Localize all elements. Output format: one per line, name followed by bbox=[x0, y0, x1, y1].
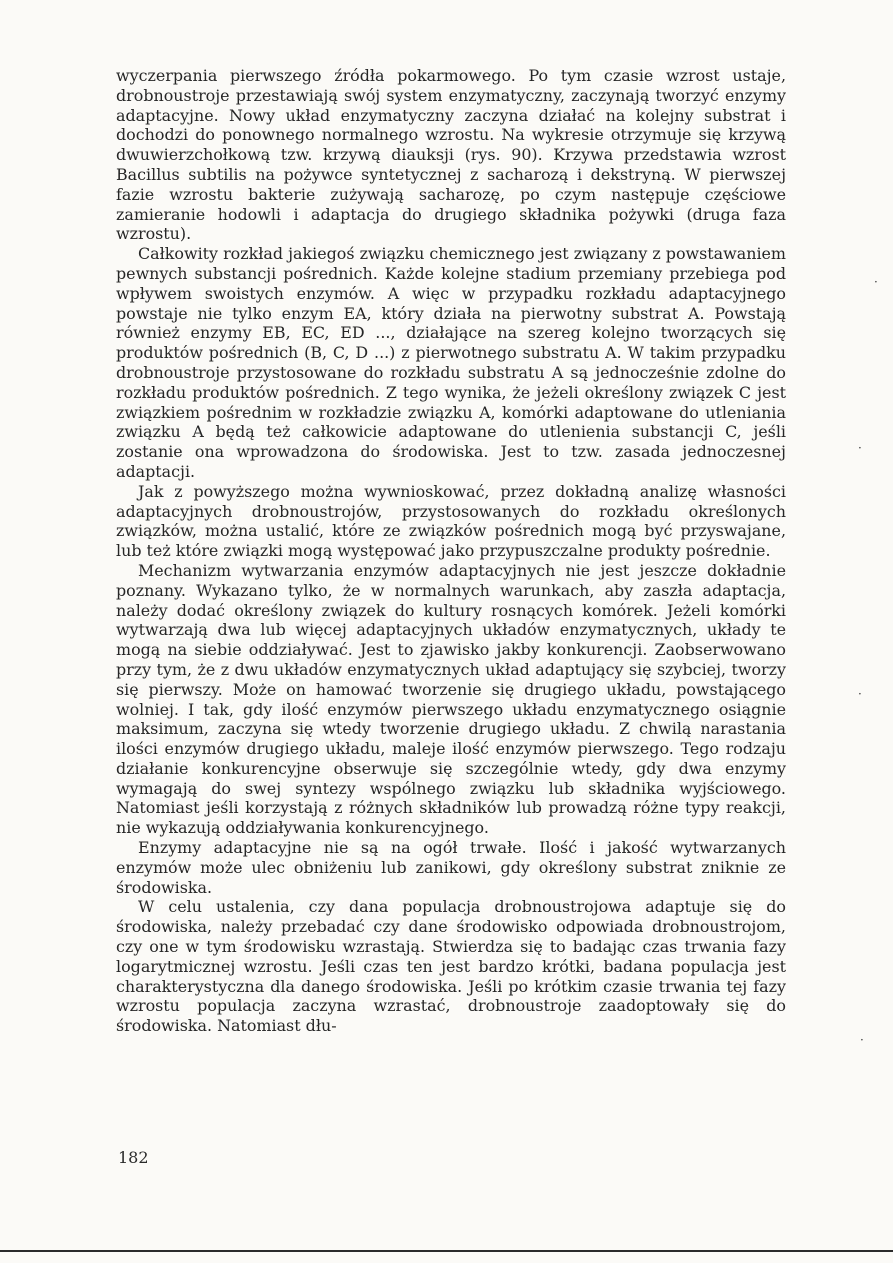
body-text bbox=[116, 66, 786, 1036]
paragraph: Mechanizm wytwarzania enzymów adaptacyjnych nie jest jeszcze dokładnie poznany. Wykazano tylko, że w normalnych warunkach, aby zaszła adaptacja, należy dodać określony związek do kultury rosnących komórek. Jeżeli komórki wytwarzają dwa lub więcej adaptacyjnych układów enzymatycznych, układy te mogą na siebie oddziaływać. Jest to zjawisko jakby konkurencji. Zaobserwowano przy tym, że z dwu układów enzymatycznych układ adaptujący się szybciej, tworzy się pierwszy. Może on hamować tworzenie się drugiego układu, powstającego wolniej. I tak, gdy ilość enzymów pierwszego układu enzymatycznego osiągnie maksimum, zaczyna się wtedy tworzenie drugiego układu. Z chwilą narastania ilości enzymów drugiego układu, maleje ilość enzymów pierwszego. Tego rodzaju działanie konkurencyjne obserwuje się szczególnie wtedy, gdy dwa enzymy wymagają do swej syntezy wspólnego związku lub składnika wyjściowego. Natomiast jeśli korzystają z różnych składników lub prowadzą różne typy reakcji, nie wykazują oddziaływania konkurencyjnego. bbox=[116, 560, 786, 838]
paragraph: wyczerpania pierwszego źródła pokarmowego. Po tym czasie wzrost ustaje, drobnoustroje przestawiają swój system enzymatyczny, zaczynają tworzyć enzymy adaptacyjne. Nowy układ enzymatyczny zaczyna działać na kolejny substrat i dochodzi do ponownego normalnego wzrostu. Na wykresie otrzymuje się krzywą dwuwierzchołkową tzw. krzywą diauksji (rys. 90). Krzywa przedstawia wzrost Bacillus subtilis na pożywce syntetycznej z sacharozą i dekstryną. W pierwszej fazie wzrostu bakterie zużywają sacharozę, po czym następuje częściowe zamieranie hodowli i adaptacja do drugiego składnika pożywki (druga faza wzrostu). bbox=[116, 66, 786, 244]
scan-speck: · bbox=[860, 1033, 864, 1047]
paragraph: Całkowity rozkład jakiegoś związku chemicznego jest związany z powstawaniem pewnych substancji pośrednich. Każde kolejne stadium przemiany przebiega pod wpływem swoistych enzymów. A więc w przypadku rozkładu adaptacyjnego powstaje nie tylko enzym EA, który działa na pierwotny substrat A. Powstają również enzymy EB, EC, ED ..., działające na szereg kolejno tworzących się produktów pośrednich (B, C, D ...) z pierwotnego substratu A. W takim przypadku drobnoustroje przystosowane do rozkładu substratu A są jednocześnie zdolne do rozkładu produktów pośrednich. Z tego wynika, że jeżeli określony związek C jest związkiem pośrednim w rozkładzie związku A, komórki adaptowane do utleniania związku A będą też całkowicie adaptowane do utlenienia substancji C, jeśli zostanie ona wprowadzona do środowiska. Jest to tzw. zasada jednoczesnej adaptacji. bbox=[116, 244, 786, 481]
paragraph: W celu ustalenia, czy dana populacja drobnoustrojowa adaptuje się do środowiska, należy przebadać czy dane środowisko odpowiada drobnoustrojom, czy one w tym środowisku wzrastają. Stwierdza się to badając czas trwania fazy logarytmicznej wzrostu. Jeśli czas ten jest bardzo krótki, badana populacja jest charakterystyczna dla danego środowiska. Jeśli po krótkim czasie trwania tej fazy wzrostu populacja zaczyna wzrastać, drobnoustroje zaadoptowały się do środowiska. Natomiast dłu- bbox=[116, 897, 786, 1036]
bottom-rule bbox=[0, 1250, 893, 1252]
scan-speck: · bbox=[874, 275, 878, 289]
paragraph: Enzymy adaptacyjne nie są na ogół trwałe. Ilość i jakość wytwarzanych enzymów może ulec obniżeniu lub zanikowi, gdy określony substrat zniknie ze środowiska. bbox=[116, 838, 786, 897]
scan-speck: · bbox=[858, 441, 862, 455]
scan-speck: · bbox=[858, 687, 862, 701]
page-number: 182 bbox=[118, 1148, 149, 1167]
paragraph: Jak z powyższego można wywnioskować, przez dokładną analizę własności adaptacyjnych drobnoustrojów, przystosowanych do rozkładu określonych związków, można ustalić, które ze związków pośrednich mogą być przyswajane, lub też które związki mogą występować jako przypuszczalne produkty pośrednie. bbox=[116, 481, 786, 561]
